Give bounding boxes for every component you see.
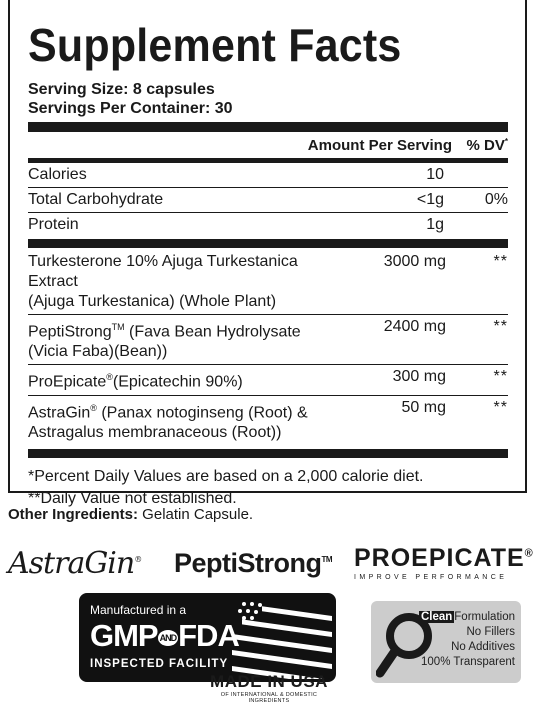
clean-formulation-badge	[371, 601, 521, 683]
ingredient-dv: **	[493, 318, 508, 335]
footnote-not-established: **Daily Value not established.	[28, 489, 237, 507]
made-in-usa-label: MADE IN USA OF INTERNATIONAL & DOMESTIC INGREDIENTS	[210, 672, 328, 704]
serving-size: Serving Size: 8 capsules	[28, 81, 215, 98]
peptistrong-logo: PeptiStrong™	[174, 548, 333, 578]
ingredient-amount: 2400 mg	[383, 318, 446, 335]
nutrient-row	[28, 212, 508, 237]
nutrient-row	[28, 163, 508, 187]
astragin-logo: AstraGin®	[8, 546, 142, 581]
amount-header: Amount Per Serving	[307, 136, 452, 154]
ingredient-row	[28, 395, 508, 445]
nutrient-dv	[452, 215, 508, 235]
nutrient-name: Total Carbohydrate	[28, 191, 164, 208]
gmp-fda-text: GMP ANDFDA	[90, 618, 239, 653]
column-header	[28, 132, 508, 158]
gmp-fda-badge	[79, 593, 336, 682]
nutrient-row	[28, 187, 508, 212]
us-flag-icon	[232, 596, 336, 679]
ingredient-name: PeptiStrong™ (Fava Bean Hydrolysate (Vicia Faba)(Bean))	[28, 322, 301, 361]
supplement-facts-panel	[8, 0, 527, 507]
thick-divider	[28, 449, 508, 458]
ingredient-list	[28, 248, 508, 445]
panel-title: Supplement Facts	[28, 20, 402, 72]
nutrient-name: Protein	[28, 216, 79, 233]
ingredient-row	[28, 314, 508, 364]
nutrient-amount: <1g	[416, 191, 444, 208]
ingredient-amount: 300 mg	[392, 368, 446, 386]
ingredient-name: AstraGin® (Panax notoginseng (Root) & Astragalus membranaceous (Root))	[28, 402, 308, 441]
nutrient-list	[28, 163, 508, 237]
nutrient-amount: 1g	[426, 216, 444, 233]
brand-logos	[8, 538, 534, 588]
manufactured-text: Manufactured in a	[90, 603, 187, 617]
ingredient-amount: 3000 mg	[383, 253, 446, 270]
ingredient-amount: 50 mg	[401, 398, 446, 416]
footnote-dv: *Percent Daily Values are based on a 2,000 calorie diet.	[28, 467, 424, 485]
nutrient-dv: 0%	[484, 191, 508, 208]
thick-divider	[28, 122, 508, 132]
ingredient-name: ProEpicate®(Epicatechin 90%)	[28, 372, 243, 391]
nutrient-name: Calories	[28, 166, 87, 183]
clean-formulation-text: Clean Formulation No Fillers No Additives 100% Transparent	[420, 611, 515, 668]
ingredient-dv: **	[493, 253, 508, 270]
ingredient-dv: **	[493, 368, 508, 386]
nutrient-amount: 10	[426, 166, 444, 183]
inspected-facility-text: INSPECTED FACILITY	[90, 658, 229, 670]
ingredient-dv: **	[493, 398, 508, 416]
ingredient-row	[28, 250, 508, 314]
ingredient-name: Turkesterone 10% Ajuga Turkestanica Extract (Ajuga Turkestanica) (Whole Plant)	[28, 253, 298, 310]
ingredient-row	[28, 364, 508, 394]
dv-header: % DV*	[466, 136, 508, 154]
proepicate-logo: PROEPICATE® IMPROVE PERFORMANCE	[354, 544, 534, 581]
servings-per-container: Servings Per Container: 30	[28, 100, 233, 117]
other-ingredients: Other Ingredients: Gelatin Capsule.	[8, 506, 254, 523]
thick-divider	[28, 239, 508, 248]
nutrient-dv	[452, 165, 508, 185]
